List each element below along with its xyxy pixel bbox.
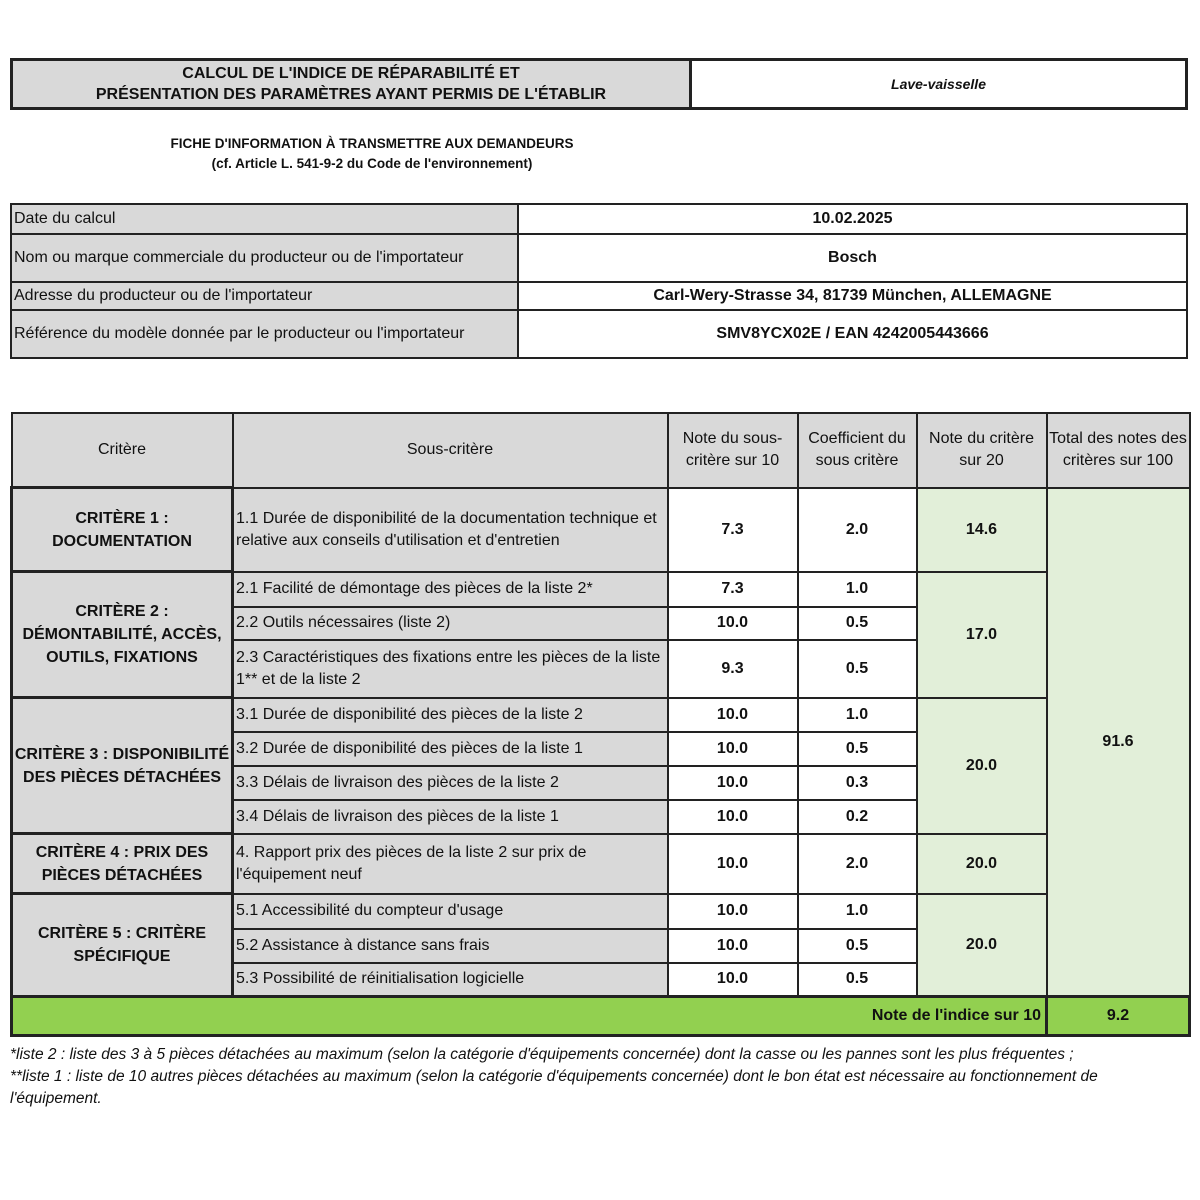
subcriterion-coef: 1.0	[798, 698, 917, 732]
subcriterion-label: 4. Rapport prix des pièces de la liste 2 sur prix de l'équipement neuf	[233, 834, 668, 894]
info-row-address	[11, 282, 1187, 310]
subcriterion-label: 3.3 Délais de livraison des pièces de la liste 2	[233, 766, 668, 800]
criterion-4-name: CRITÈRE 4 : PRIX DES PIÈCES DÉTACHÉES	[12, 834, 233, 894]
footnotes	[10, 1044, 1190, 1110]
fiche-heading	[92, 134, 652, 174]
subcriterion-label: 2.1 Facilité de démontage des pièces de la liste 2*	[233, 572, 668, 607]
col-header-subnote: Note du sous-critère sur 10	[668, 413, 798, 488]
criterion-1-name: CRITÈRE 1 : DOCUMENTATION	[12, 488, 233, 572]
table-row	[12, 572, 1190, 607]
info-label: Adresse du producteur ou de l'importateur	[11, 282, 518, 310]
subcriterion-coef: 0.5	[798, 929, 917, 963]
repairability-table	[10, 412, 1191, 1037]
final-score-label: Note de l'indice sur 10	[12, 997, 1047, 1036]
subcriterion-coef: 1.0	[798, 894, 917, 929]
subcriterion-coef: 0.5	[798, 732, 917, 766]
subcriterion-coef: 0.5	[798, 607, 917, 640]
document-title	[10, 58, 692, 110]
footnote-liste-2: *liste 2 : liste des 3 à 5 pièces détachées au maximum (selon la catégorie d'équipements concernée) dont la casse ou les pannes sont les plus fréquentes ;	[10, 1046, 1074, 1063]
subcriterion-note: 10.0	[668, 929, 798, 963]
table-row	[12, 834, 1190, 894]
total-score-100: 91.6	[1047, 488, 1190, 997]
subcriterion-label: 3.4 Délais de livraison des pièces de la liste 1	[233, 800, 668, 834]
col-header-coefficient: Coefficient du sous critère	[798, 413, 917, 488]
col-header-subcriterion: Sous-critère	[233, 413, 668, 488]
subcriterion-note: 10.0	[668, 732, 798, 766]
footnote-liste-1: **liste 1 : liste de 10 autres pièces détachées au maximum (selon la catégorie d'équipements concernée) dont le bon état est nécessaire au fonctionnement de l'équipement.	[10, 1068, 1098, 1107]
subcriterion-note: 7.3	[668, 488, 798, 572]
table-row	[12, 894, 1190, 929]
subcriterion-coef: 2.0	[798, 488, 917, 572]
subcriterion-coef: 0.2	[798, 800, 917, 834]
subcriterion-note: 9.3	[668, 640, 798, 698]
subcriterion-coef: 1.0	[798, 572, 917, 607]
producer-info-table	[10, 203, 1188, 359]
info-label: Date du calcul	[11, 204, 518, 234]
criterion-2-note20: 17.0	[917, 572, 1047, 698]
col-header-criterion: Critère	[12, 413, 233, 488]
table-header-row	[12, 413, 1190, 488]
subcriterion-note: 10.0	[668, 800, 798, 834]
subcriterion-coef: 0.5	[798, 963, 917, 997]
subcriterion-label: 2.2 Outils nécessaires (liste 2)	[233, 607, 668, 640]
subcriterion-note: 10.0	[668, 607, 798, 640]
subcriterion-note: 10.0	[668, 766, 798, 800]
info-value: Bosch	[518, 234, 1187, 282]
subcriterion-label: 1.1 Durée de disponibilité de la documentation technique et relative aux conseils d'utilisation et d'entretien	[233, 488, 668, 572]
info-label: Référence du modèle donnée par le producteur ou l'importateur	[11, 310, 518, 358]
fiche-line-2: (cf. Article L. 541-9-2 du Code de l'environnement)	[211, 156, 533, 171]
subcriterion-label: 2.3 Caractéristiques des fixations entre les pièces de la liste 1** et de la liste 2	[233, 640, 668, 698]
info-value: 10.02.2025	[518, 204, 1187, 234]
subcriterion-label: 5.1 Accessibilité du compteur d'usage	[233, 894, 668, 929]
subcriterion-label: 3.2 Durée de disponibilité des pièces de la liste 1	[233, 732, 668, 766]
subcriterion-note: 10.0	[668, 894, 798, 929]
subcriterion-note: 7.3	[668, 572, 798, 607]
info-value: SMV8YCX02E / EAN 4242005443666	[518, 310, 1187, 358]
final-score-row	[12, 997, 1190, 1036]
col-header-total100: Total des notes des critères sur 100	[1047, 413, 1190, 488]
col-header-note20: Note du critère sur 20	[917, 413, 1047, 488]
product-type: Lave-vaisselle	[692, 58, 1188, 110]
subcriterion-note: 10.0	[668, 963, 798, 997]
fiche-line-1: FICHE D'INFORMATION À TRANSMETTRE AUX DEMANDEURS	[170, 136, 574, 151]
criterion-1-note20: 14.6	[917, 488, 1047, 572]
subcriterion-label: 5.3 Possibilité de réinitialisation logicielle	[233, 963, 668, 997]
subcriterion-note: 10.0	[668, 698, 798, 732]
subcriterion-coef: 0.3	[798, 766, 917, 800]
info-row-reference	[11, 310, 1187, 358]
subcriterion-note: 10.0	[668, 834, 798, 894]
subcriterion-label: 5.2 Assistance à distance sans frais	[233, 929, 668, 963]
info-row-brand	[11, 234, 1187, 282]
criterion-5-note20: 20.0	[917, 894, 1047, 997]
criterion-3-note20: 20.0	[917, 698, 1047, 834]
criterion-2-name: CRITÈRE 2 : DÉMONTABILITÉ, ACCÈS, OUTILS, FIXATIONS	[12, 572, 233, 698]
subcriterion-label: 3.1 Durée de disponibilité des pièces de la liste 2	[233, 698, 668, 732]
info-label: Nom ou marque commerciale du producteur ou de l'importateur	[11, 234, 518, 282]
final-score-value: 9.2	[1047, 997, 1190, 1036]
table-row	[12, 488, 1190, 572]
title-line-2: PRÉSENTATION DES PARAMÈTRES AYANT PERMIS DE L'ÉTABLIR	[95, 86, 607, 103]
title-line-1: CALCUL DE L'INDICE DE RÉPARABILITÉ ET	[182, 65, 520, 82]
table-row	[12, 698, 1190, 732]
subcriterion-coef: 0.5	[798, 640, 917, 698]
subcriterion-coef: 2.0	[798, 834, 917, 894]
criterion-3-name: CRITÈRE 3 : DISPONIBILITÉ DES PIÈCES DÉTACHÉES	[12, 698, 233, 834]
criterion-4-note20: 20.0	[917, 834, 1047, 894]
info-value: Carl-Wery-Strasse 34, 81739 München, ALLEMAGNE	[518, 282, 1187, 310]
criterion-5-name: CRITÈRE 5 : CRITÈRE SPÉCIFIQUE	[12, 894, 233, 997]
info-row-date	[11, 204, 1187, 234]
